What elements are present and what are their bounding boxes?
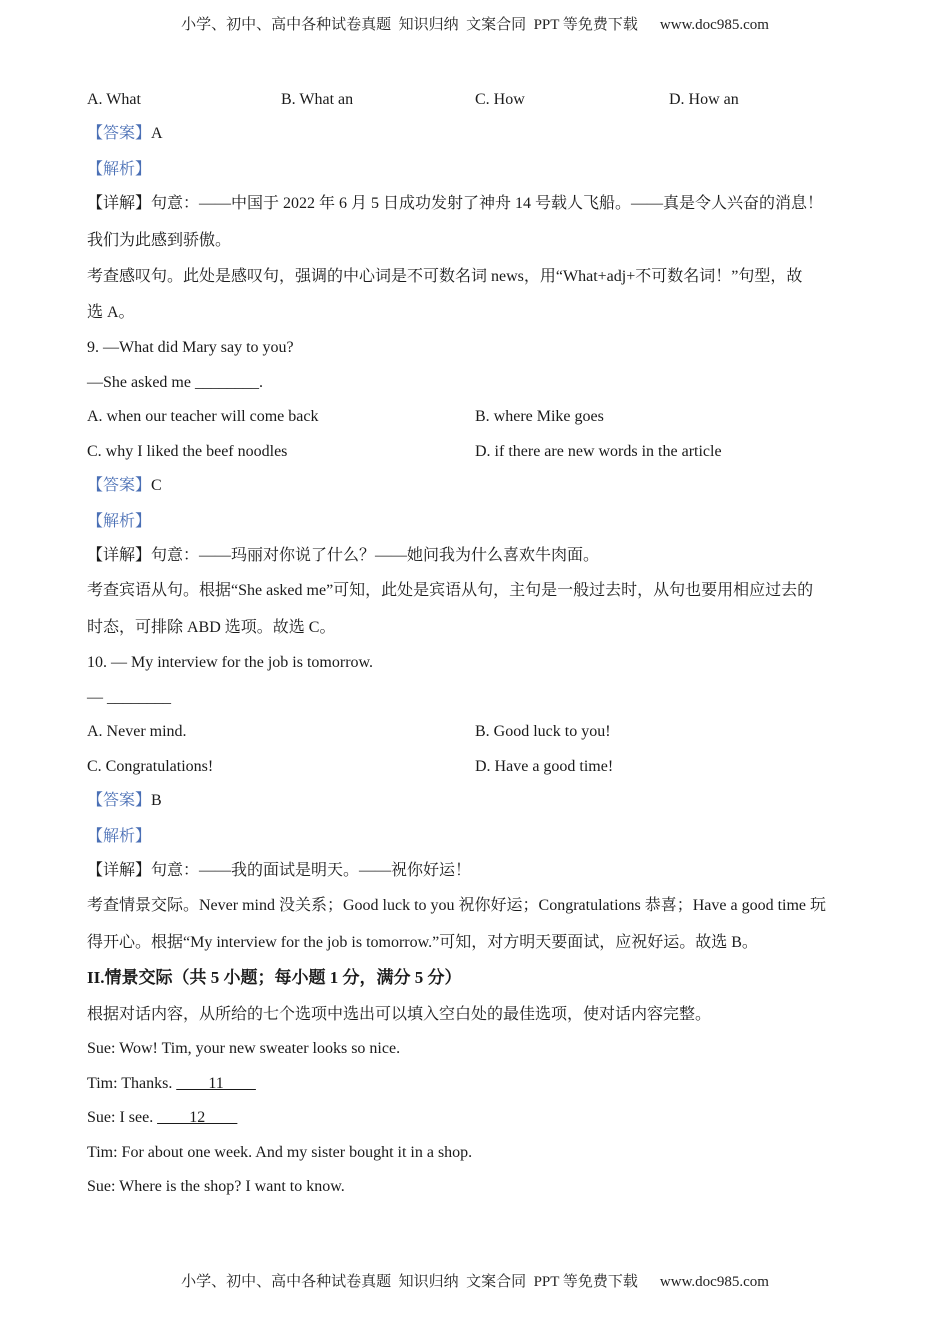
header-site-link[interactable]: www.doc985.com	[659, 17, 769, 33]
dialogue-line: Tim: For about one week. And my sister bought it in a shop.	[87, 1144, 473, 1161]
detail-tag: 【详解】	[87, 195, 152, 212]
page-footer	[0, 1270, 950, 1291]
detail-tag: 【详解】	[87, 547, 152, 564]
q10-stem: 10. — My interview for the job is tomorrow.	[87, 654, 374, 671]
q10-option-b: B. Good luck to you!	[475, 723, 611, 740]
detail-tag: 【详解】	[87, 862, 152, 879]
q9-detail-1	[87, 546, 599, 566]
q8-detail-3: 考查感叹句。此处是感叹句，强调的中心词是不可数名词 news，用“What+adj+不可数名词！”句型，故	[87, 268, 803, 285]
q9-analysis-tag: 【解析】	[87, 513, 152, 530]
q10-detail-3: 得开心。根据“My interview for the job is tomorrow.”可知，对方明天要面试，应祝好运。故选 B。	[87, 934, 758, 951]
q9-line2	[87, 373, 263, 393]
dialogue-line: Sue: Where is the shop? I want to know.	[87, 1178, 345, 1195]
dialogue-line: Sue: Wow! Tim, your new sweater looks so nice.	[87, 1040, 401, 1057]
q9-line2-prefix: —She asked me	[87, 374, 195, 391]
section-instruction: 根据对话内容，从所给的七个选项中选出可以填入空白处的最佳选项，使对话内容完整。	[87, 1006, 712, 1023]
dialogue-line	[87, 1074, 256, 1094]
q9-option-a: A. when our teacher will come back	[87, 408, 319, 425]
q10-answer	[87, 791, 162, 811]
detail-text: 句意：——我的面试是明天。——祝你好运！	[151, 862, 472, 879]
answer-tag: 【答案】	[87, 792, 152, 809]
dialogue-blank: ____11____	[176, 1075, 256, 1092]
answer-tag: 【答案】	[87, 125, 152, 142]
section-title: II.情景交际（共 5 小题；每小题 1 分，满分 5 分）	[87, 968, 462, 987]
q10-line2-prefix: —	[87, 689, 107, 706]
header-text: 小学、初中、高中各种试卷真题 知识归纳 文案合同 PPT 等免费下载	[181, 17, 638, 33]
q8-answer	[87, 124, 163, 144]
q9-option-b: B. where Mike goes	[475, 408, 604, 425]
q8-detail-4: 选 A。	[87, 304, 135, 321]
q8-option-d: D. How an	[669, 91, 739, 108]
footer-site-link[interactable]: www.doc985.com	[659, 1274, 769, 1290]
answer-value: C	[151, 477, 162, 494]
q8-option-a: A. What	[87, 91, 141, 108]
q10-option-d: D. Have a good time!	[475, 758, 614, 775]
q9-line2-suffix: .	[258, 374, 263, 391]
q9-option-d: D. if there are new words in the article	[475, 443, 722, 460]
page-header	[0, 13, 950, 34]
footer-text: 小学、初中、高中各种试卷真题 知识归纳 文案合同 PPT 等免费下载	[181, 1274, 638, 1290]
q10-detail-2: 考查情景交际。Never mind 没关系；Good luck to you 祝你好运；Congratulations 恭喜；Have a good time 玩	[87, 897, 827, 914]
q8-option-c: C. How	[475, 91, 525, 108]
q9-detail-2: 考查宾语从句。根据“She asked me”可知，此处是宾语从句，主句是一般过去时，从句也要用相应过去的	[87, 582, 814, 599]
q9-stem: 9. —What did Mary say to you?	[87, 339, 294, 356]
q8-detail-2: 我们为此感到骄傲。	[87, 232, 232, 249]
answer-value: B	[151, 792, 162, 809]
q8-analysis-tag: 【解析】	[87, 161, 152, 178]
answer-value: A	[151, 125, 163, 142]
q10-option-c: C. Congratulations!	[87, 758, 214, 775]
q10-blank: ________	[107, 689, 171, 706]
q9-blank: ________	[194, 374, 259, 391]
q9-answer	[87, 476, 162, 496]
q8-detail-1	[87, 194, 823, 214]
q8-option-b: B. What an	[281, 91, 354, 108]
q10-analysis-tag: 【解析】	[87, 828, 152, 845]
q9-detail-3: 时态，可排除 ABD 选项。故选 C。	[87, 619, 336, 636]
dialogue-blank: ____12____	[157, 1109, 238, 1126]
dialogue-line	[87, 1108, 237, 1128]
detail-text: 句意：——中国于 2022 年 6 月 5 日成功发射了神舟 14 号载人飞船。——真是令人兴奋的消息！	[151, 195, 824, 212]
dialogue-text: Tim: Thanks.	[87, 1075, 177, 1092]
q9-option-c: C. why I liked the beef noodles	[87, 443, 288, 460]
answer-tag: 【答案】	[87, 477, 152, 494]
dialogue-text: Sue: I see.	[87, 1109, 158, 1126]
q10-line2	[87, 688, 171, 708]
q10-option-a: A. Never mind.	[87, 723, 187, 740]
detail-text: 句意：——玛丽对你说了什么？——她问我为什么喜欢牛肉面。	[151, 547, 600, 564]
q10-detail-1	[87, 861, 471, 881]
